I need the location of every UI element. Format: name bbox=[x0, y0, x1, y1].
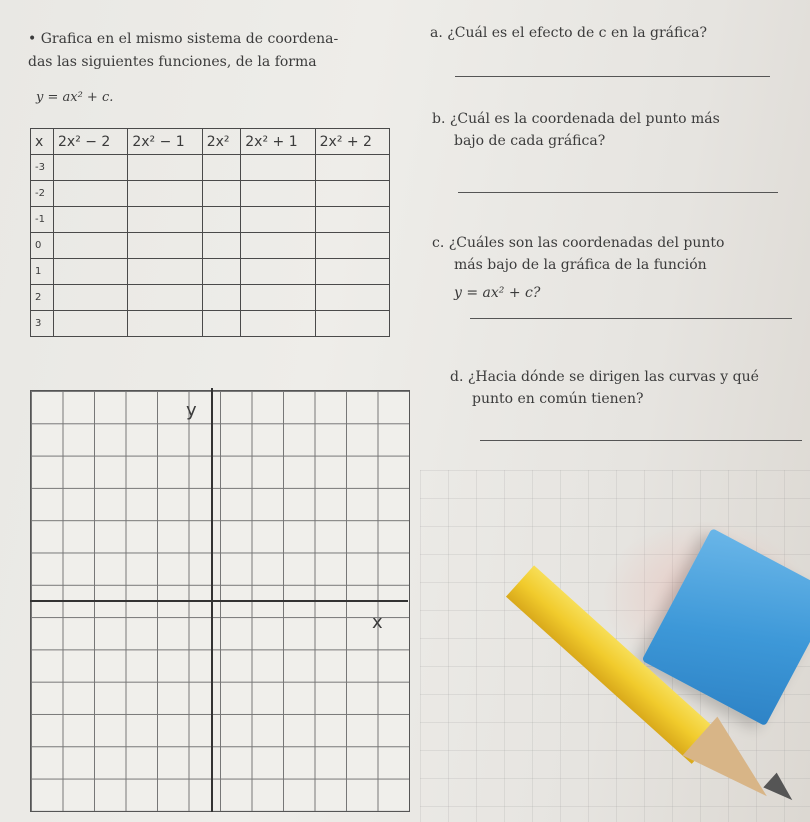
blank-cell[interactable] bbox=[241, 311, 315, 337]
answer-line-a[interactable] bbox=[455, 76, 770, 77]
blank-cell[interactable] bbox=[241, 259, 315, 285]
blank-cell[interactable] bbox=[54, 207, 128, 233]
question-d: d. ¿Hacia dónde se dirigen las curvas y qué punto en común tienen? bbox=[450, 369, 759, 407]
x-value: -1 bbox=[31, 207, 54, 233]
table-row bbox=[31, 233, 390, 259]
blank-cell[interactable] bbox=[315, 259, 389, 285]
blank-cell[interactable] bbox=[128, 181, 202, 207]
question-a: a. ¿Cuál es el efecto de c en la gráfica? bbox=[430, 25, 708, 41]
blank-cell[interactable] bbox=[202, 259, 241, 285]
y-axis-label: y bbox=[186, 400, 197, 421]
function-formula: y = ax² + c. bbox=[36, 90, 114, 105]
blank-cell[interactable] bbox=[315, 181, 389, 207]
values-table bbox=[30, 128, 390, 337]
blank-cell[interactable] bbox=[202, 181, 241, 207]
blank-cell[interactable] bbox=[202, 233, 241, 259]
blank-cell[interactable] bbox=[202, 155, 241, 181]
blank-cell[interactable] bbox=[315, 207, 389, 233]
answer-line-b[interactable] bbox=[458, 192, 778, 193]
header-2x2: 2x² bbox=[202, 129, 241, 155]
table-row bbox=[31, 259, 390, 285]
blank-cell[interactable] bbox=[54, 311, 128, 337]
table-header-row bbox=[31, 129, 390, 155]
table-row bbox=[31, 181, 390, 207]
blank-cell[interactable] bbox=[241, 285, 315, 311]
blank-cell[interactable] bbox=[128, 259, 202, 285]
blank-cell[interactable] bbox=[241, 181, 315, 207]
values-table-wrapper bbox=[30, 128, 390, 337]
blank-cell[interactable] bbox=[315, 285, 389, 311]
answer-line-d[interactable] bbox=[480, 440, 802, 441]
header-2x2-plus-1: 2x² + 1 bbox=[241, 129, 315, 155]
question-b: b. ¿Cuál es la coordenada del punto más bajo de cada gráfica? bbox=[432, 111, 720, 149]
x-value: -2 bbox=[31, 181, 54, 207]
x-value: 0 bbox=[31, 233, 54, 259]
instruction-line-2: das las siguientes funciones, de la forma bbox=[28, 54, 317, 70]
blank-cell[interactable] bbox=[128, 155, 202, 181]
answer-line-c[interactable] bbox=[470, 318, 792, 319]
blank-cell[interactable] bbox=[128, 285, 202, 311]
blank-cell[interactable] bbox=[315, 155, 389, 181]
exercise-instructions bbox=[28, 28, 388, 74]
blank-cell[interactable] bbox=[54, 285, 128, 311]
header-2x2-minus-1: 2x² − 1 bbox=[128, 129, 202, 155]
blank-cell[interactable] bbox=[54, 233, 128, 259]
table-row bbox=[31, 155, 390, 181]
blank-cell[interactable] bbox=[202, 311, 241, 337]
blank-cell[interactable] bbox=[54, 155, 128, 181]
x-value: 3 bbox=[31, 311, 54, 337]
blank-cell[interactable] bbox=[54, 181, 128, 207]
blank-cell[interactable] bbox=[315, 233, 389, 259]
blank-cell[interactable] bbox=[128, 207, 202, 233]
blank-cell[interactable] bbox=[128, 311, 202, 337]
blank-cell[interactable] bbox=[202, 285, 241, 311]
x-value: 1 bbox=[31, 259, 54, 285]
header-2x2-plus-2: 2x² + 2 bbox=[315, 129, 389, 155]
bullet-icon: • bbox=[28, 31, 37, 47]
blank-cell[interactable] bbox=[241, 207, 315, 233]
x-axis bbox=[30, 600, 408, 602]
table-row bbox=[31, 311, 390, 337]
instruction-line-1: • Grafica en el mismo sistema de coordena- bbox=[28, 31, 339, 47]
question-c: c. ¿Cuáles son las coordenadas del punto más bajo de la gráfica de la función y = ax² + c? bbox=[432, 235, 725, 301]
x-value: 2 bbox=[31, 285, 54, 311]
blank-cell[interactable] bbox=[128, 233, 202, 259]
blank-cell[interactable] bbox=[54, 259, 128, 285]
blank-cell[interactable] bbox=[315, 311, 389, 337]
header-x: x bbox=[31, 129, 54, 155]
header-2x2-minus-2: 2x² − 2 bbox=[54, 129, 128, 155]
table-row bbox=[31, 285, 390, 311]
x-value: -3 bbox=[31, 155, 54, 181]
blank-cell[interactable] bbox=[241, 233, 315, 259]
blank-cell[interactable] bbox=[241, 155, 315, 181]
table-row bbox=[31, 207, 390, 233]
blank-cell[interactable] bbox=[202, 207, 241, 233]
x-axis-label: x bbox=[372, 612, 383, 633]
